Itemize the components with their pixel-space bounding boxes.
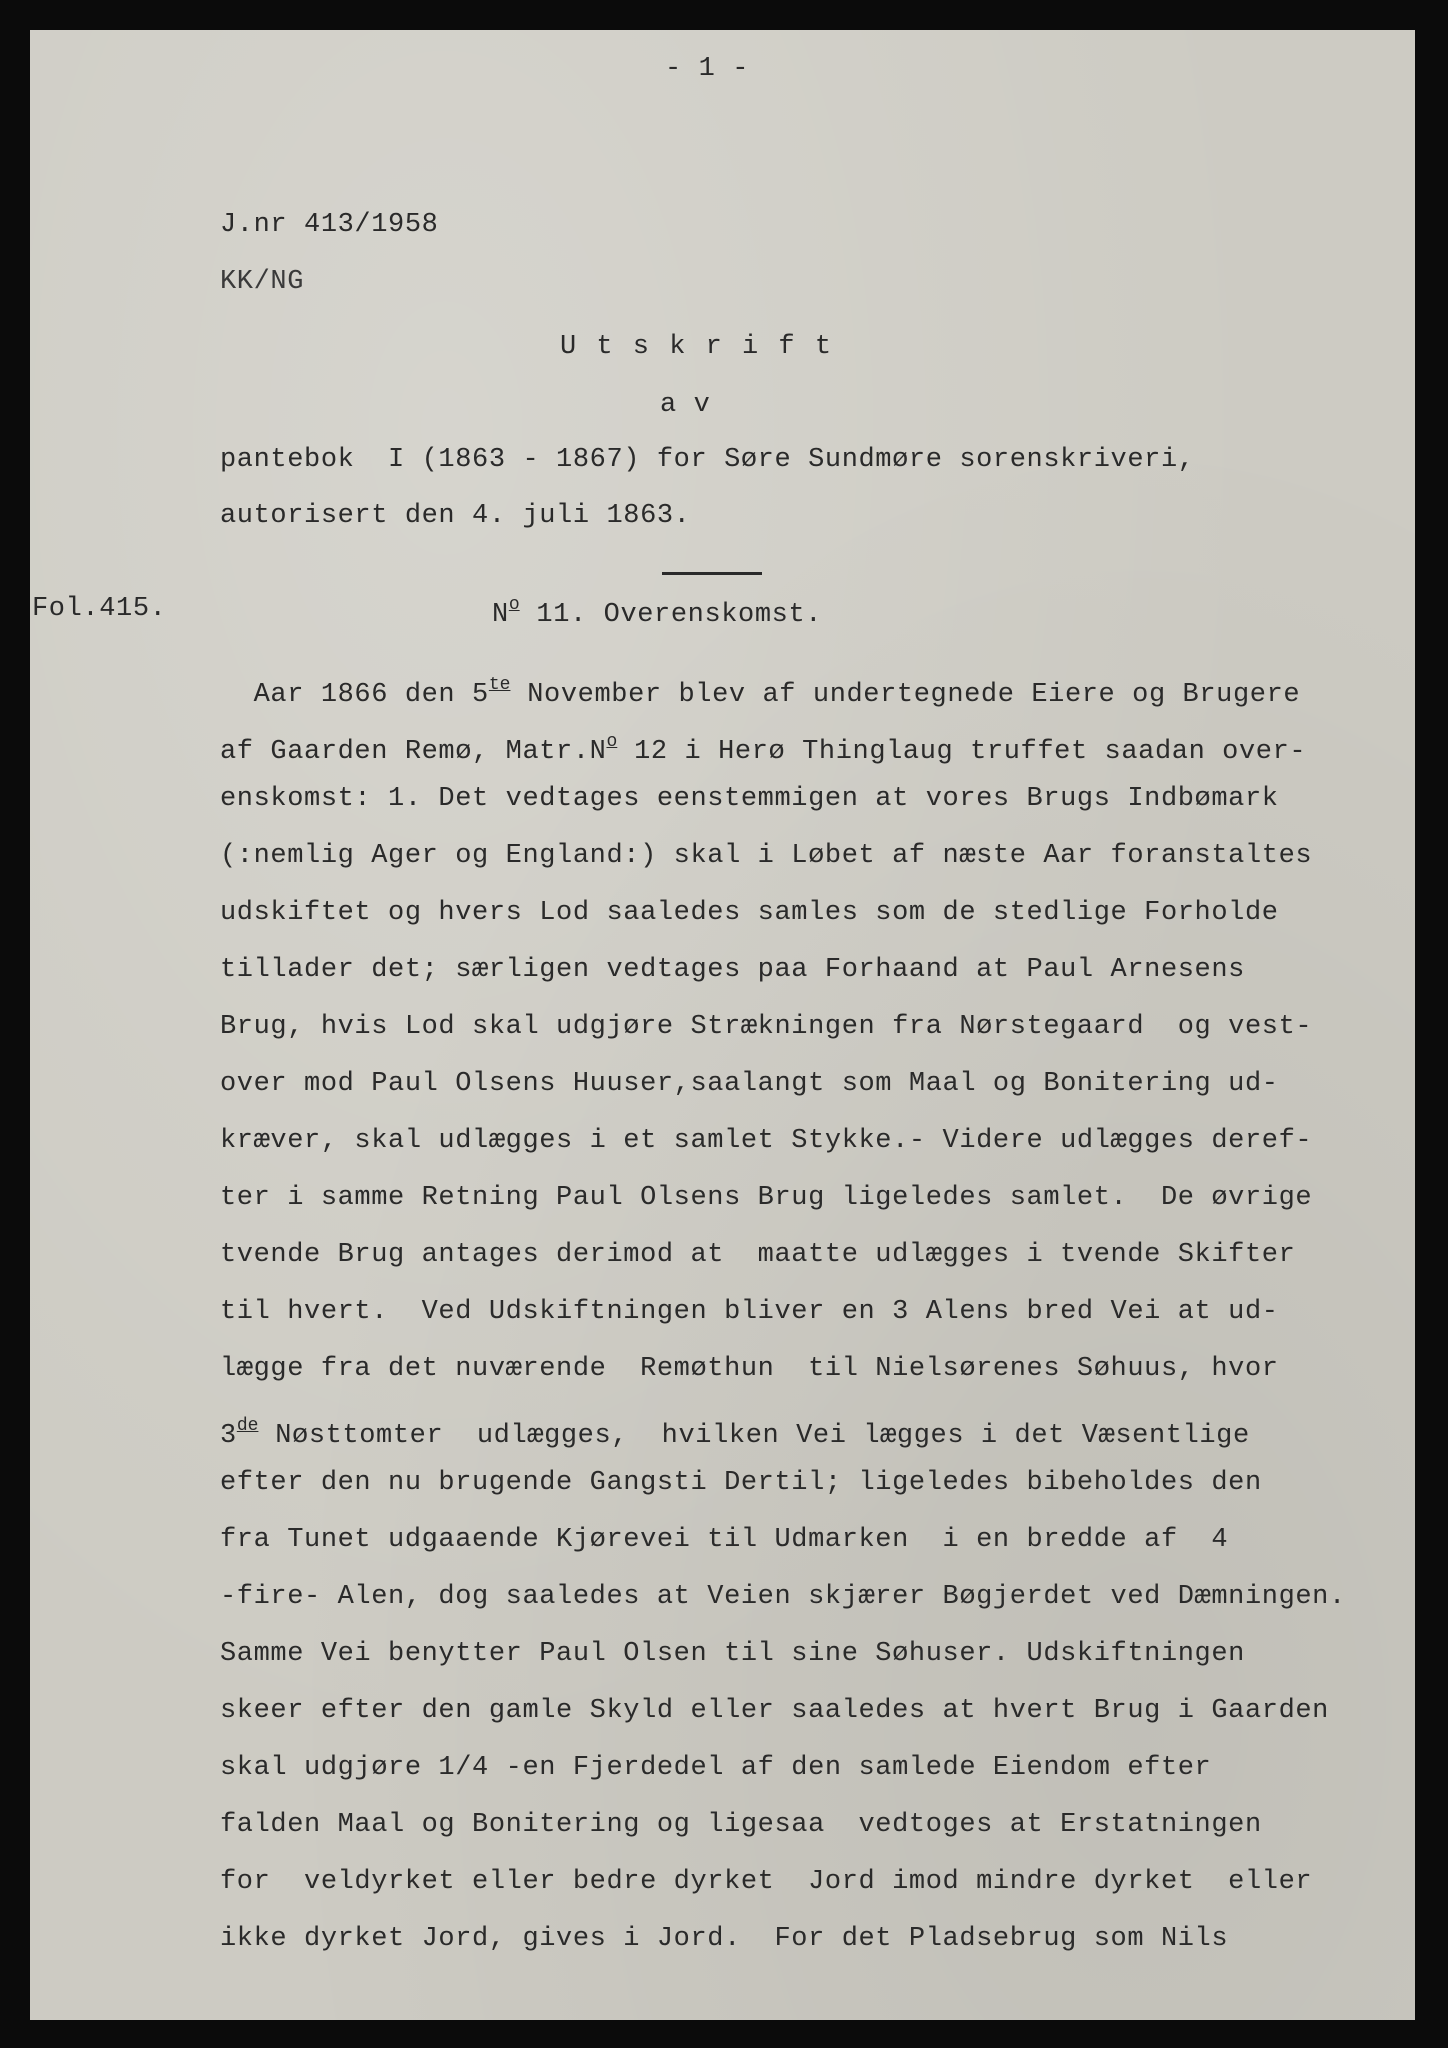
- body-line-1-a: Aar 1866 den 5: [220, 680, 489, 710]
- body-line-2-sup: o: [606, 732, 618, 752]
- body-line-5: udskiftet og hvers Lod saaledes samles som de stedlige Forholde: [220, 898, 1279, 928]
- body-line-3: enskomst: 1. Det vedtages eenstemmigen at vores Brugs Indbømark: [220, 784, 1279, 814]
- body-line-1-b: November blev af undertegnede Eiere og Brugere: [510, 680, 1301, 710]
- body-line-14-sup: de: [236, 1416, 259, 1436]
- body-line-23: ikke dyrket Jord, gives i Jord. For det Pladsebrug som Nils: [220, 1924, 1229, 1954]
- body-line-19: skeer efter den gamle Skyld eller saaledes at hvert Brug i Gaarden: [220, 1696, 1329, 1726]
- body-line-1-sup: te: [488, 675, 511, 695]
- folio-marker: Fol.415.: [32, 594, 167, 624]
- body-line-22: for veldyrket eller bedre dyrket Jord imod mindre dyrket eller: [220, 1867, 1313, 1897]
- body-line-10: ter i samme Retning Paul Olsens Brug ligeledes samlet. De øvrige: [220, 1183, 1313, 1213]
- body-line-14: [220, 1409, 1250, 1453]
- body-line-2: [220, 725, 1306, 769]
- entry-heading-text: 11. Overenskomst.: [519, 600, 823, 630]
- intro-line-2: autorisert den 4. juli 1863.: [220, 501, 691, 531]
- page-number: - 1 -: [665, 54, 750, 84]
- body-line-16: fra Tunet udgaaende Kjørevei til Udmarken i en bredde af 4: [220, 1525, 1229, 1555]
- entry-heading: [492, 588, 822, 632]
- journal-number: J.nr 413/1958: [220, 210, 439, 240]
- body-line-20: skal udgjøre 1/4 -en Fjerdedel af den samlede Eiendom efter: [220, 1753, 1212, 1783]
- number-sign-sup: o: [508, 595, 520, 615]
- body-line-12: til hvert. Ved Udskiftningen bliver en 3 Alens bred Vei at ud-: [220, 1297, 1279, 1327]
- initials: KK/NG: [220, 267, 305, 297]
- divider-rule: [662, 572, 762, 575]
- body-line-2-a: af Gaarden Remø, Matr.N: [220, 737, 607, 767]
- body-line-7: Brug, hvis Lod skal udgjøre Strækningen fra Nørstegaard og vest-: [220, 1012, 1313, 1042]
- body-line-14-a: 3: [220, 1421, 237, 1451]
- document-page: [30, 30, 1415, 2020]
- intro-line-1: pantebok I (1863 - 1867) for Søre Sundmøre sorenskriveri,: [220, 445, 1195, 475]
- number-sign-prefix: N: [492, 600, 509, 630]
- body-line-9: kræver, skal udlægges i et samlet Stykke.- Videre udlægges deref-: [220, 1126, 1313, 1156]
- body-line-13: lægge fra det nuværende Remøthun til Nielsørenes Søhuus, hvor: [220, 1354, 1279, 1384]
- body-line-6: tillader det; særligen vedtages paa Forhaand at Paul Arnesens: [220, 955, 1245, 985]
- body-line-21: falden Maal og Bonitering og ligesaa vedtoges at Erstatningen: [220, 1810, 1262, 1840]
- body-line-11: tvende Brug antages derimod at maatte udlægges i tvende Skifter: [220, 1240, 1296, 1270]
- document-title: U t s k r i f t: [560, 332, 834, 362]
- body-line-15: efter den nu brugende Gangsti Dertil; ligeledes bibeholdes den: [220, 1468, 1262, 1498]
- document-title-av: a v: [660, 390, 711, 420]
- body-line-14-b: Nøsttomter udlægges, hvilken Vei lægges i det Væsentlige: [258, 1421, 1250, 1451]
- body-line-1: [220, 668, 1300, 712]
- body-line-4: (:nemlig Ager og England:) skal i Løbet af næste Aar foranstaltes: [220, 841, 1313, 871]
- body-line-17: -fire- Alen, dog saaledes at Veien skjærer Bøgjerdet ved Dæmningen.: [220, 1582, 1346, 1612]
- body-line-8: over mod Paul Olsens Huuser,saalangt som Maal og Bonitering ud-: [220, 1069, 1279, 1099]
- body-line-18: Samme Vei benytter Paul Olsen til sine Søhuser. Udskiftningen: [220, 1639, 1245, 1669]
- body-line-2-b: 12 i Herø Thinglaug truffet saadan over-: [617, 737, 1307, 767]
